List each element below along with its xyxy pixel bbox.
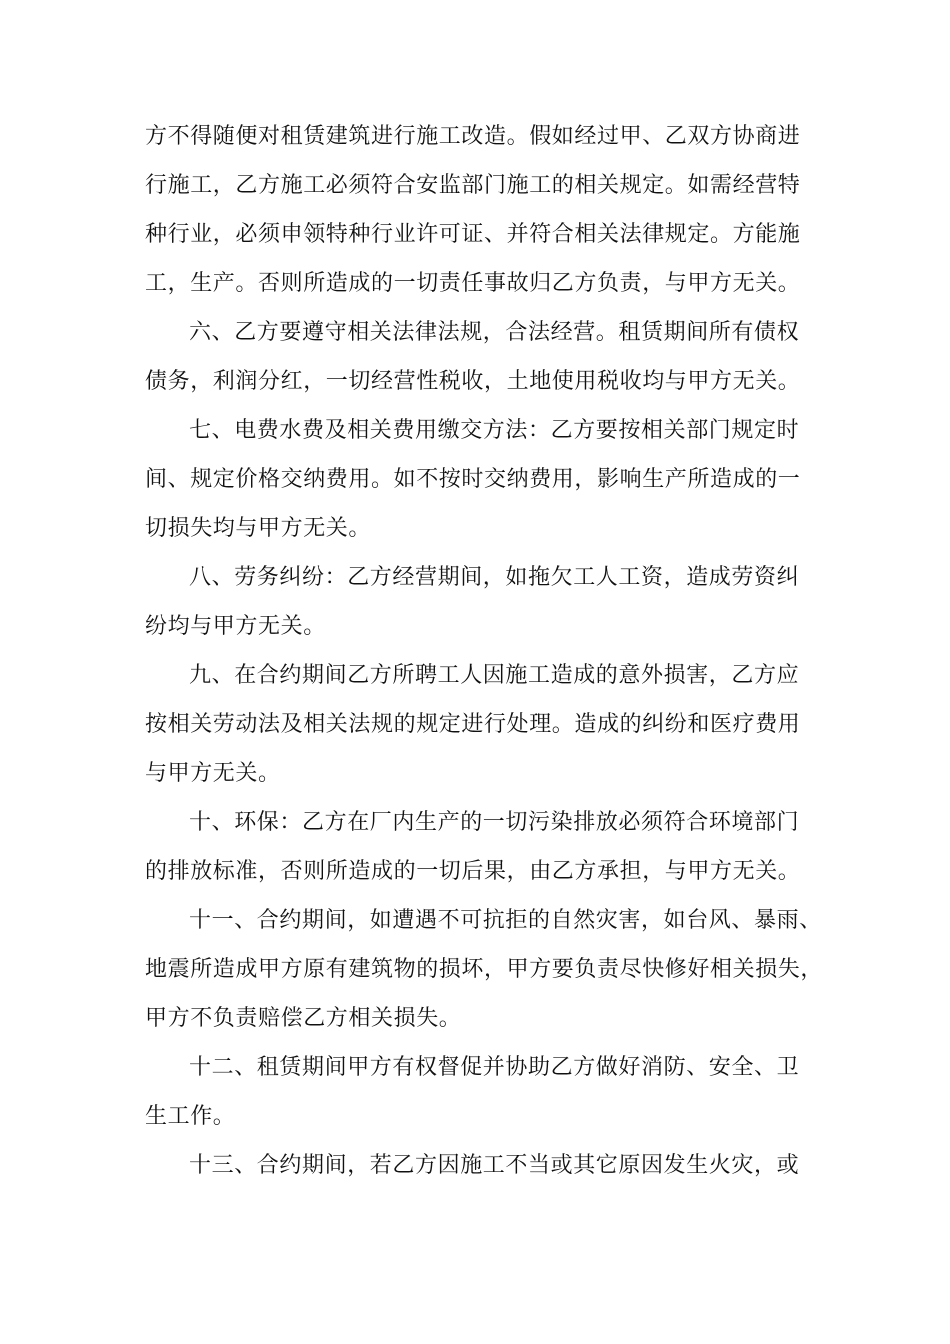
text-line: 方不得随便对租赁建筑进行施工改造。假如经过甲、乙双方协商进 xyxy=(145,124,801,149)
clause-10-line: 十、环保：乙方在厂内生产的一切污染排放必须符合环境部门 xyxy=(189,810,800,835)
text-line: 甲方不负责赔偿乙方相关损失。 xyxy=(145,1006,462,1031)
clause-9-line: 九、在合约期间乙方所聘工人因施工造成的意外损害，乙方应 xyxy=(189,663,800,688)
text-line: 切损失均与甲方无关。 xyxy=(145,516,372,541)
text-line: 种行业，必须申领特种行业许可证、并符合相关法律规定。方能施 xyxy=(145,222,801,247)
text-line: 生工作。 xyxy=(145,1104,236,1129)
text-line: 地震所造成甲方原有建筑物的损坏，甲方要负责尽快修好相关损失， xyxy=(145,957,824,982)
clause-12-line: 十二、租赁期间甲方有权督促并协助乙方做好消防、安全、卫 xyxy=(189,1055,800,1080)
text-line: 纷均与甲方无关。 xyxy=(145,614,326,639)
text-line: 间、规定价格交纳费用。如不按时交纳费用，影响生产所造成的一 xyxy=(145,467,801,492)
text-line: 工，生产。否则所造成的一切责任事故归乙方负责，与甲方无关。 xyxy=(145,271,801,296)
document-body xyxy=(145,112,824,1190)
text-line: 按相关劳动法及相关法规的规定进行处理。造成的纠纷和医疗费用 xyxy=(145,712,801,737)
clause-6-line: 六、乙方要遵守相关法律法规，合法经营。租赁期间所有债权 xyxy=(189,320,800,345)
clause-13-line: 十三、合约期间，若乙方因施工不当或其它原因发生火灾，或 xyxy=(189,1153,800,1178)
text-line: 行施工，乙方施工必须符合安监部门施工的相关规定。如需经营特 xyxy=(145,173,801,198)
text-line: 的排放标准，否则所造成的一切后果，由乙方承担，与甲方无关。 xyxy=(145,859,801,884)
clause-11-line: 十一、合约期间，如遭遇不可抗拒的自然灾害，如台风、暴雨、 xyxy=(189,908,822,933)
clause-7-line: 七、电费水费及相关费用缴交方法：乙方要按相关部门规定时 xyxy=(189,418,800,443)
clause-8-line: 八、劳务纠纷：乙方经营期间，如拖欠工人工资，造成劳资纠 xyxy=(189,565,800,590)
text-line: 与甲方无关。 xyxy=(145,761,281,786)
text-line: 债务，利润分红，一切经营性税收，土地使用税收均与甲方无关。 xyxy=(145,369,801,394)
